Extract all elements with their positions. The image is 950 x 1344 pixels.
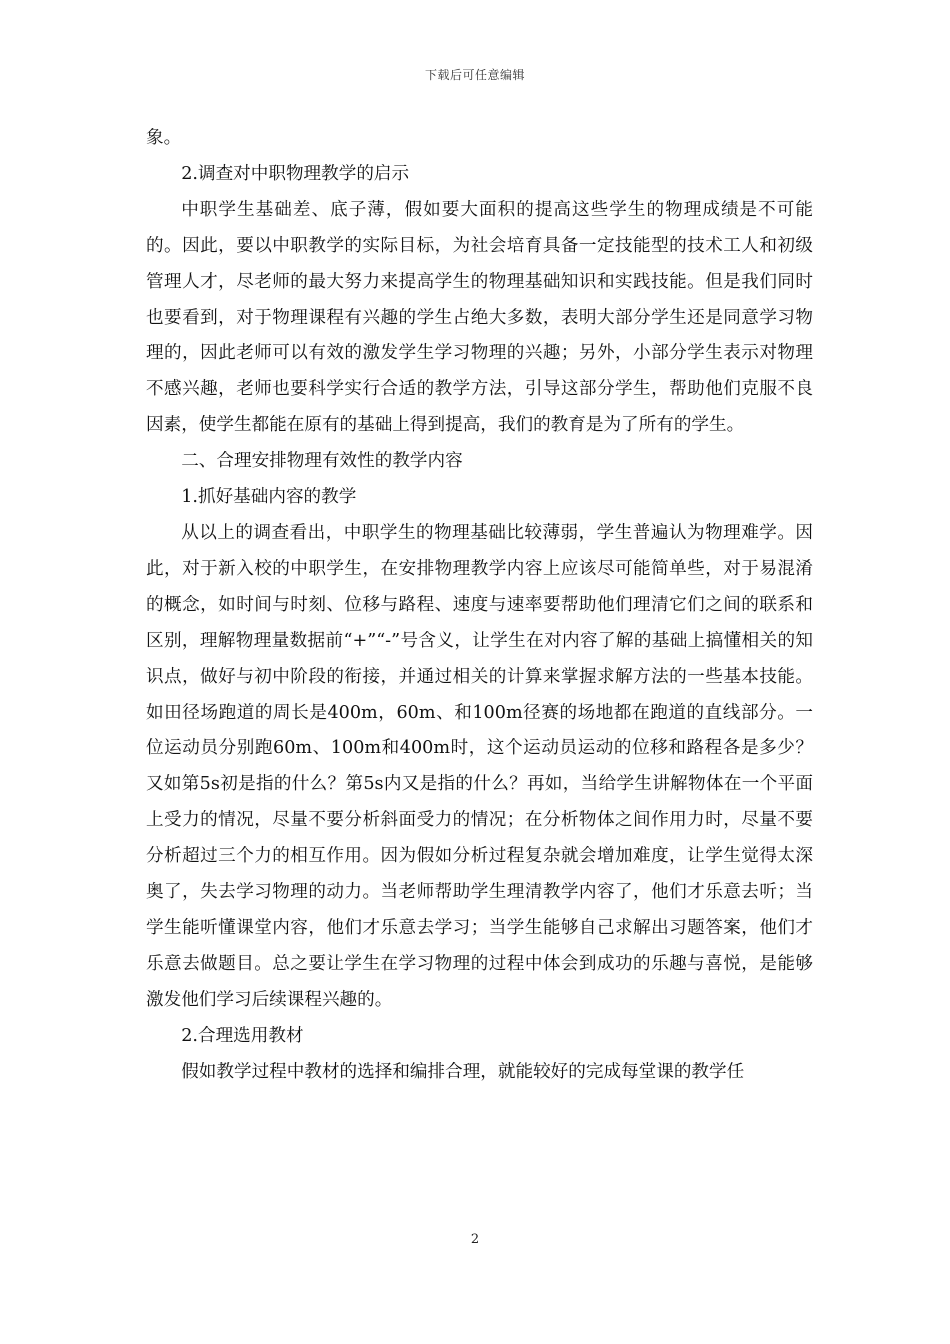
- section-heading-2-textbook: 2.合理选用教材: [181, 1025, 304, 1046]
- document-body: [146, 121, 813, 1090]
- paragraph: 假如教学过程中教材的选择和编排合理，就能较好的完成每堂课的教学任: [181, 1061, 745, 1082]
- paragraph: 中职学生基础差、底子薄，假如要大面积的提高这些学生的物理成绩是不可能的。因此，要以中职教学的实际目标，为社会培育具备一定技能型的技术工人和初级管理人才，尽老师的最大努力来提高学生的物理基础知识和实践技能。但是我们同时也要看到，对于物理课程有兴趣的学生占绝大多数，表明大部分学生还是同意学习物理的，因此老师可以有效的激发学生学习物理的兴趣；另外，小部分学生表示对物理不感兴趣，老师也要科学实行合适的教学方法，引导这部分学生，帮助他们克服不良因素，使学生都能在原有的基础上得到提高，我们的教育是为了所有的学生。: [146, 199, 813, 436]
- page-number: 2: [470, 1232, 480, 1247]
- section-heading-1: 1.抓好基础内容的教学: [181, 487, 357, 508]
- section-heading-2: 2.调查对中职物理教学的启示: [181, 163, 410, 184]
- paragraph-continuation: 象。: [146, 128, 182, 148]
- paragraph: 从以上的调查看出，中职学生的物理基础比较薄弱，学生普遍认为物理难学。因此，对于新入校的中职学生，在安排物理教学内容上应该尽可能简单些，对于易混淆的概念，如时间与时刻、位移与路程、速度与速率要帮助他们理清它们之间的联系和区别，理解物理量数据前“+”“-”号含义，让学生在对内容了解的基础上搞懂相关的知识点，做好与初中阶段的衔接，并通过相关的计算来掌握求解方法的一些基本技能。如田径场跑道的周长是400m，60m、和100m径赛的场地都在跑道的直线部分。一位运动员分别跑60m、100m和400m时，这个运动员运动的位移和路程各是多少？又如第5s初是指的什么？第5s内又是指的什么？再如，当给学生讲解物体在一个平面上受力的情况，尽量不要分析斜面受力的情况；在分析物体之间作用力时，尽量不要分析超过三个力的相互作用。因为假如分析过程复杂就会增加难度，让学生觉得太深奥了，失去学习物理的动力。当老师帮助学生理清教学内容了，他们才乐意去听；当学生能听懂课堂内容，他们才乐意去学习；当学生能够自己求解出习题答案，他们才乐意去做题目。总之要让学生在学习物理的过程中体会到成功的乐趣与喜悦，是能够激发他们学习后续课程兴趣的。: [146, 522, 813, 1010]
- chapter-heading: 二、合理安排物理有效性的教学内容: [181, 451, 463, 472]
- page-header: 下载后可任意编辑: [424, 68, 525, 82]
